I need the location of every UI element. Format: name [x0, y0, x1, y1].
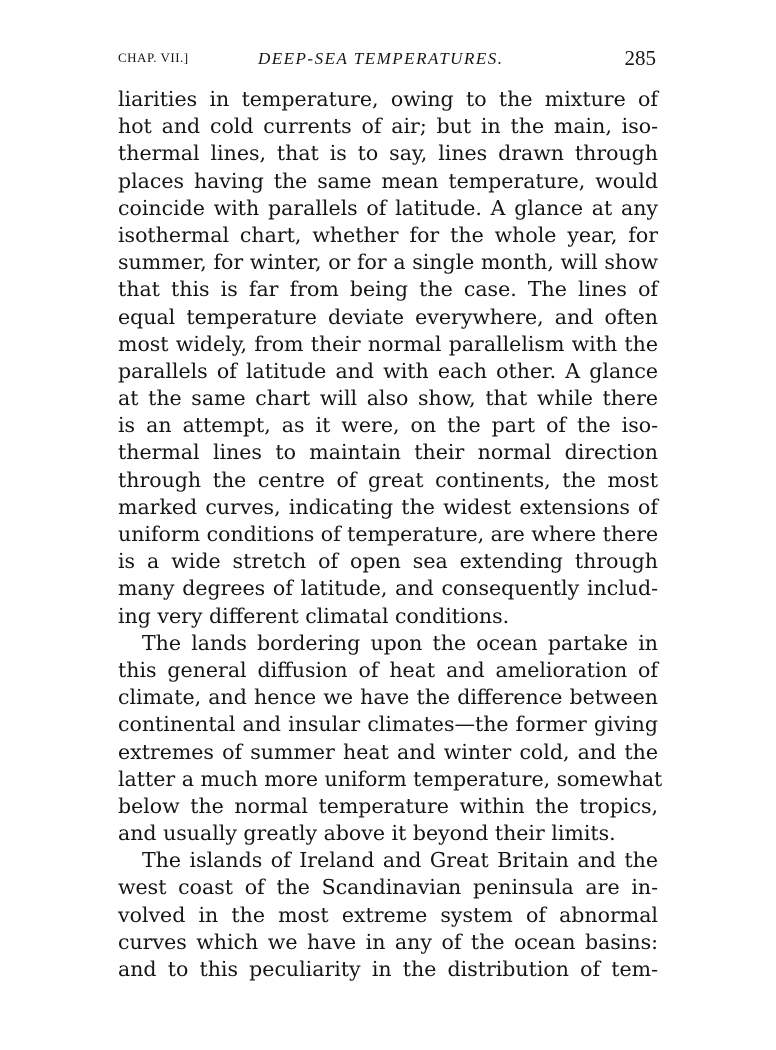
- text-line: most widely, from their normal parallelism with the: [118, 331, 658, 356]
- text-line: summer, for winter, or for a single month, will show: [118, 250, 658, 275]
- text-line: continental and insular climates—the former giving: [118, 712, 658, 737]
- text-line: uniform conditions of temperature, are where there: [118, 522, 659, 546]
- running-title: DEEP-SEA TEMPERATURES.: [258, 49, 504, 68]
- text-line: is an attempt, as it were, on the part of the iso-: [118, 413, 658, 438]
- text-line: equal temperature deviate everywhere, and often: [118, 304, 658, 329]
- text-line: at the same chart will also show, that while there: [118, 386, 658, 411]
- text-line: coincide with parallels of latitude. A glance at any: [118, 195, 658, 220]
- text-line: isothermal chart, whether for the whole year, for: [118, 222, 658, 247]
- text-line: ing very different climatal conditions.: [118, 603, 510, 628]
- text-line: thermal lines to maintain their normal direction: [118, 440, 658, 465]
- text-line: many degrees of latitude, and consequently includ-: [118, 576, 658, 601]
- text-line: is a wide stretch of open sea extending through: [118, 549, 658, 574]
- text-line: liarities in temperature, owing to the mixture of: [118, 87, 658, 111]
- chapter-label: CHAP. VII.]: [118, 50, 189, 65]
- text-line: volved in the most extreme system of abnormal: [118, 902, 658, 927]
- page-number: 285: [624, 46, 656, 70]
- text-line: and usually greatly above it beyond their limits.: [118, 821, 616, 846]
- body-text: [118, 86, 663, 983]
- text-line: west coast of the Scandinavian peninsula are in-: [118, 875, 658, 900]
- text-line: The islands of Ireland and Great Britain and the: [142, 848, 658, 873]
- text-line: places having the same mean temperature, would: [118, 168, 658, 193]
- text-line: The lands bordering upon the ocean partake in: [142, 630, 658, 655]
- text-line: hot and cold currents of air; but in the main, iso-: [118, 114, 658, 139]
- text-line: and to this peculiarity in the distribution of tem-: [118, 957, 658, 981]
- text-line: through the centre of great continents, the most: [118, 467, 658, 492]
- text-line: climate, and hence we have the difference between: [118, 685, 658, 710]
- text-line: extremes of summer heat and winter cold, and the: [118, 739, 658, 764]
- text-line: thermal lines, that is to say, lines drawn through: [118, 141, 658, 166]
- text-line: marked curves, indicating the widest extensions of: [118, 494, 658, 519]
- text-line: latter a much more uniform temperature, somewhat: [118, 766, 663, 791]
- text-line: curves which we have in any of the ocean basins:: [118, 929, 658, 954]
- text-line: below the normal temperature within the tropics,: [118, 793, 658, 818]
- running-head: [118, 46, 658, 72]
- text-line: this general diffusion of heat and amelioration of: [118, 657, 658, 682]
- text-line: that this is far from being the case. The lines of: [118, 277, 658, 302]
- text-line: parallels of latitude and with each other. A glance: [118, 358, 658, 383]
